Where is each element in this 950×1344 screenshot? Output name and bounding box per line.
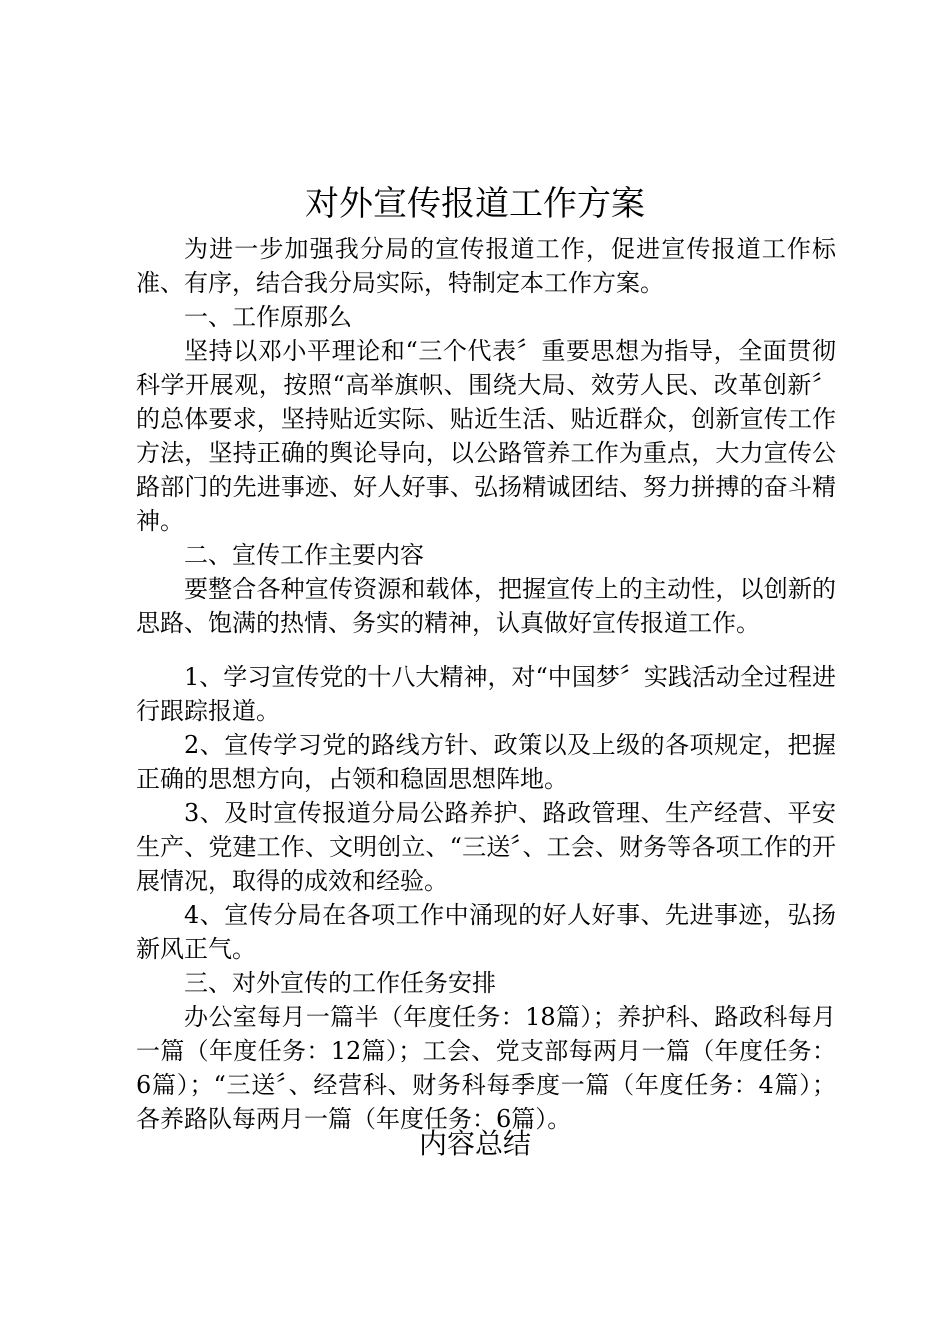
principles-paragraph: 坚持以邓小平理论和“三个代表〞重要思想为指导，全面贯彻科学开展观，按照“高举旗帜、围绕大局、效劳人民、改革创新〞的总体要求，坚持贴近实际、贴近生活、贴近群众，创新宣传工作方法，坚持正确的舆论导向，以公路管养工作为重点，大力宣传公路部门的先进事迹、好人好事、弘扬精诚团结、努力拼搏的奋斗精神。 (136, 337, 836, 535)
section-heading-principles: 一、工作原那么 (184, 303, 352, 331)
content-item-3: 3、及时宣传报道分局公路养护、路政管理、生产经营、平安生产、党建工作、文明创立、“三送〞、工会、财务等各项工作的开展情况，取得的成效和经验。 (136, 799, 836, 895)
document-body (136, 232, 836, 1136)
summary-heading: 内容总结 (418, 1127, 531, 1160)
document-title: 对外宣传报道工作方案 (305, 184, 645, 224)
intro-paragraph: 为进一步加强我分局的宣传报道工作，促进宣传报道工作标准、有序，结合我分局实际，特制定本工作方案。 (136, 235, 836, 297)
content-item-4: 4、宣传分局在各项工作中涌现的好人好事、先进事迹，弘扬新风正气。 (136, 901, 836, 963)
paragraph-gap (136, 640, 836, 660)
content-paragraph: 要整合各种宣传资源和载体，把握宣传上的主动性，以创新的思路、饱满的热情、务实的精神，认真做好宣传报道工作。 (136, 575, 836, 637)
content-item-2: 2、宣传学习党的路线方针、政策以及上级的各项规定，把握正确的思想方向，占领和稳固思想阵地。 (136, 731, 836, 793)
tasks-paragraph: 办公室每月一篇半（年度任务：18篇）；养护科、路政科每月一篇（年度任务：12篇）；工会、党支部每两月一篇（年度任务：6篇）；“三送〞、经营科、财务科每季度一篇（年度任务：4篇）；各养路队每两月一篇（年度任务：6篇）。 (136, 1003, 836, 1133)
section-heading-tasks: 三、对外宣传的工作任务安排 (184, 969, 496, 997)
section-heading-content: 二、宣传工作主要内容 (184, 541, 424, 569)
content-item-1: 1、学习宣传党的十八大精神，对“中国梦〞实践活动全过程进行跟踪报道。 (136, 663, 836, 725)
